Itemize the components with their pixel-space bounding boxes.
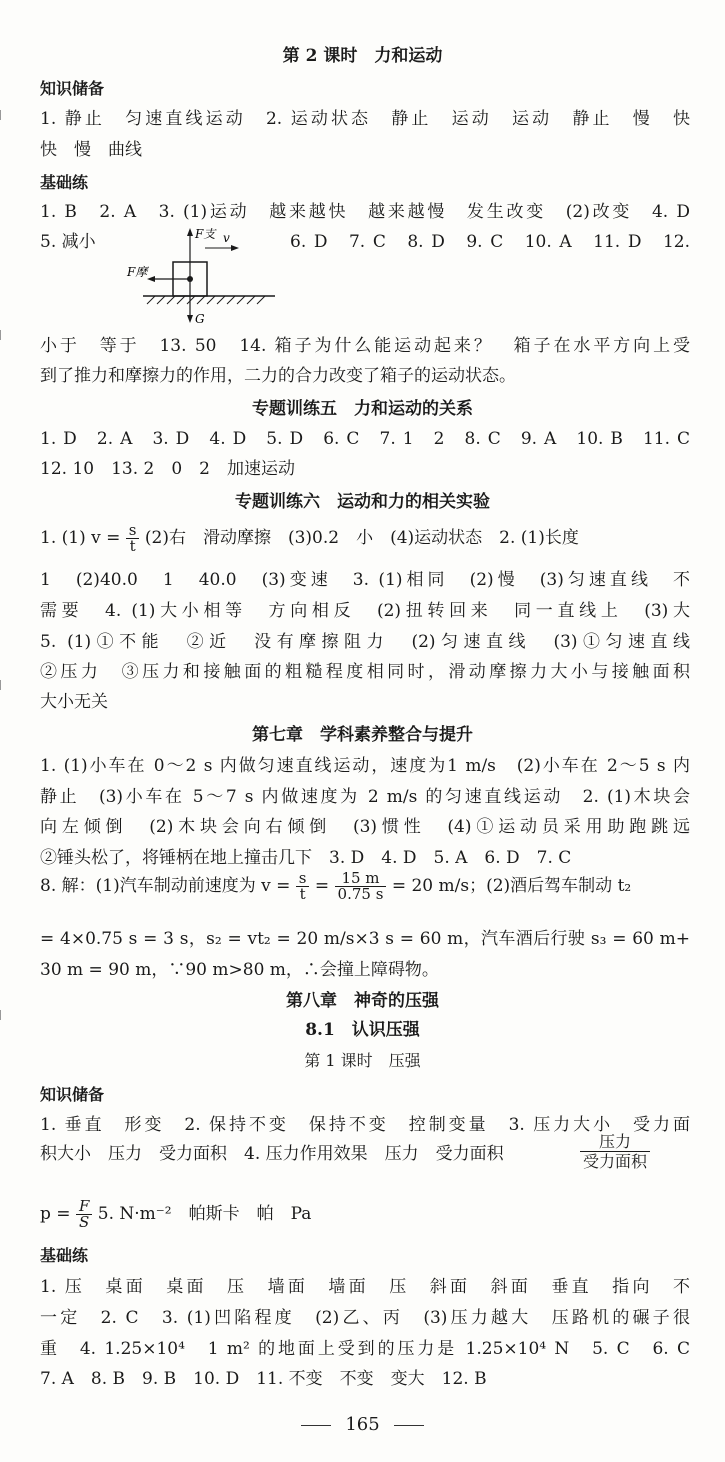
numerator: 15 m xyxy=(335,871,387,887)
answer-line: 1. D 2. A 3. D 4. D 5. D 6. C 7. 1 2 8. C 9. A 10. B 11. C xyxy=(40,429,690,449)
velocity-label: v xyxy=(223,231,230,245)
answer-part: p = xyxy=(40,1204,71,1224)
answer-line: 1. 压 桌面 桌面 压 墙面 墙面 压 斜面 斜面 垂直 指向 不 xyxy=(40,1277,690,1297)
pressure-formula-fraction xyxy=(76,1199,92,1230)
denominator: 0.75 s xyxy=(337,885,384,903)
answer-line: 快 慢 曲线 xyxy=(40,140,142,160)
numerator: s xyxy=(296,871,310,887)
answer-part: 5. N·m⁻² 帕斯卡 帕 Pa xyxy=(97,1204,312,1224)
dash-right xyxy=(394,1425,424,1426)
answer-part: (2)右 滑动摩擦 (3)0.2 小 (4)运动状态 2. (1)长度 xyxy=(144,528,579,548)
answer-line: = 4×0.75 s = 3 s，s₂ = vt₂ = 20 m/s×3 s = 60 m，汽车酒后行驶 s₃ = 60 m+ xyxy=(40,929,690,949)
answer-part: = xyxy=(314,876,330,896)
heading-lesson-1: 第 1 课时 压强 xyxy=(304,1051,421,1070)
support-force-label: F支 xyxy=(195,227,216,241)
pressure-word-fraction-wrap xyxy=(580,1132,690,1171)
heading-chapter-8: 第八章 神奇的压强 xyxy=(286,991,439,1011)
binding-mark xyxy=(0,330,9,340)
answer-part: = 20 m/s；(2)酒后驾车制动 t₂ xyxy=(391,876,632,896)
answer-line: 5. (1)①不能 ②近 没有摩擦阻力 (2)匀速直线 (3)①匀速直线 xyxy=(40,632,690,652)
section-knowledge: 知识储备 xyxy=(40,1085,105,1104)
answer-line: 大小无关 xyxy=(40,692,108,712)
answer-line: 1. (1)小车在 0～2 s 内做匀速直线运动，速度为1 m/s (2)小车在 2～5 s 内 xyxy=(40,756,690,776)
pressure-word-fraction xyxy=(580,1132,650,1171)
page-number-value: 165 xyxy=(345,1414,380,1435)
force-diagram xyxy=(125,226,285,326)
answer-line: 积大小 压力 受力面积 4. 压力作用效果 压力 受力面积 xyxy=(40,1144,504,1164)
heading-special-5: 专题训练五 力和运动的关系 xyxy=(252,399,473,419)
section-basic: 基础练 xyxy=(40,1246,89,1265)
answer-line: ②压力 ③压力和接触面的粗糙程度相同时，滑动摩擦力大小与接触面积 xyxy=(40,662,690,682)
answer-line: 1. 静止 匀速直线运动 2. 运动状态 静止 运动 运动 静止 慢 快 xyxy=(40,109,690,129)
answer-line: ②锤头松了，将锤柄在地上撞击几下 3. D 4. D 5. A 6. D 7. C xyxy=(40,848,572,868)
heading-chapter-7: 第七章 学科素养整合与提升 xyxy=(252,725,473,745)
answer-line: 1 (2)40.0 1 40.0 (3)变速 3. (1)相同 (2)慢 (3)匀速直线 不 xyxy=(40,570,690,590)
answer-line: 6. D 7. C 8. D 9. C 10. A 11. D 12. xyxy=(290,232,690,252)
velocity-fraction xyxy=(126,523,140,554)
answer-line xyxy=(40,1192,690,1236)
heading-special-6: 专题训练六 运动和力的相关实验 xyxy=(235,492,490,512)
binding-mark xyxy=(0,680,9,690)
dash-left xyxy=(301,1425,331,1426)
numerator: F xyxy=(76,1199,92,1215)
denominator: t xyxy=(299,885,306,903)
answer-part: 1. (1) v = xyxy=(40,528,121,548)
answer-line: 小于 等于 13. 50 14. 箱子为什么能运动起来？ 箱子在水平方向上受 xyxy=(40,336,690,356)
answer-line: 一定 2. C 3. (1)凹陷程度 (2)乙、丙 (3)压力越大 压路机的碾子很 xyxy=(40,1308,690,1328)
heading-section-8-1: 8.1 认识压强 xyxy=(305,1020,420,1040)
section-knowledge: 知识储备 xyxy=(40,79,105,98)
denominator: 受力面积 xyxy=(583,1152,648,1171)
answer-line: 重 4. 1.25×10⁴ 1 m² 的地面上受到的压力是 1.25×10⁴ N 5. C 6. C xyxy=(40,1339,690,1359)
denominator: t xyxy=(129,537,136,555)
answer-line: 30 m = 90 m，∵90 m>80 m，∴会撞上障碍物。 xyxy=(40,960,439,980)
friction-force-label: F摩 xyxy=(127,265,148,279)
answer-line: 到了推力和摩擦力的作用，二力的合力改变了箱子的运动状态。 xyxy=(40,366,516,386)
numerator: s xyxy=(126,523,140,539)
section-basic: 基础练 xyxy=(40,173,89,192)
numerator: 压力 xyxy=(580,1132,650,1152)
binding-mark xyxy=(0,110,9,120)
speed-value-fraction xyxy=(335,871,387,902)
answer-line: 向左倾倒 (2)木块会向右倾倒 (3)惯性 (4)①运动员采用助跑跳远 xyxy=(40,817,690,837)
answer-line: 1. B 2. A 3. (1)运动 越来越快 越来越慢 发生改变 (2)改变 4. D xyxy=(40,202,690,222)
answer-line: 5. 减小 xyxy=(40,232,96,252)
answer-line: 7. A 8. B 9. B 10. D 11. 不变 不变 变大 12. B xyxy=(40,1369,487,1389)
denominator: S xyxy=(79,1213,90,1231)
answer-line: 12. 10 13. 2 0 2 加速运动 xyxy=(40,459,295,479)
answer-part: 8. 解：(1)汽车制动前速度为 v = xyxy=(40,876,291,896)
gravity-label: G xyxy=(195,312,205,326)
speed-fraction xyxy=(296,871,310,902)
answer-line xyxy=(40,855,690,917)
page-number xyxy=(0,1414,725,1435)
heading-lesson-2: 第 2 课时 力和运动 xyxy=(282,46,443,66)
answer-line: 1. 垂直 形变 2. 保持不变 保持不变 控制变量 3. 压力大小 受力面 xyxy=(40,1115,690,1135)
answer-line xyxy=(40,523,690,554)
answer-line: 需要 4. (1)大小相等 方向相反 (2)扭转回来 同一直线上 (3)大 xyxy=(40,601,690,621)
answer-line: 静止 (3)小车在 5～7 s 内做速度为 2 m/s 的匀速直线运动 2. (1)木块会 xyxy=(40,787,690,807)
